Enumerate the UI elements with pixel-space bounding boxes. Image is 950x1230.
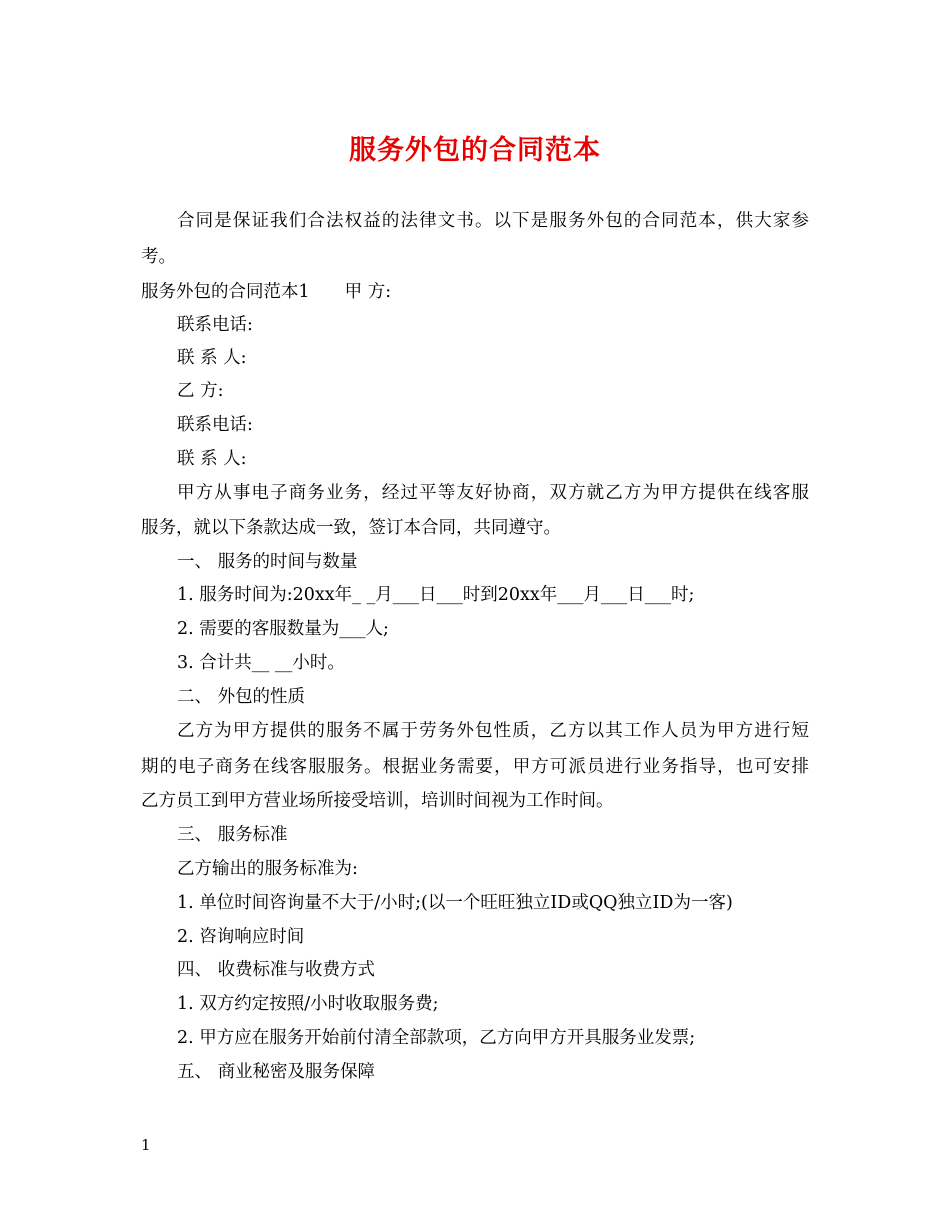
section-heading: 二、 外包的性质 xyxy=(177,687,306,707)
paragraph-line: 期的电子商务在线客服服务。根据业务需要，甲方可派员进行业务指导，也可安排 xyxy=(141,757,809,777)
form-field-label: 联系电话: xyxy=(177,415,253,435)
list-item: 2. 需要的客服数量为___人; xyxy=(177,619,389,639)
list-item: 1. 单位时间咨询量不大于/小时;(以一个旺旺独立ID或QQ独立ID为一客) xyxy=(177,893,733,913)
list-item: 1. 服务时间为:20xx年_ _月___日___时到20xx年___月___日___时; xyxy=(177,585,695,605)
form-field-label: 联 系 人: xyxy=(177,449,247,469)
list-item: 2. 甲方应在服务开始前付清全部款项，乙方向甲方开具服务业发票; xyxy=(177,1028,696,1048)
form-field-label: 乙 方: xyxy=(177,381,224,401)
section-heading: 一、 服务的时间与数量 xyxy=(177,552,358,572)
list-item: 3. 合计共__ __小时。 xyxy=(177,653,345,673)
paragraph-line: 合同是保证我们合法权益的法律文书。以下是服务外包的合同范本，供大家参 xyxy=(177,211,809,231)
document-title: 服务外包的合同范本 xyxy=(349,135,601,166)
section-heading: 五、 商业秘密及服务保障 xyxy=(177,1062,376,1082)
section-heading: 四、 收费标准与收费方式 xyxy=(177,960,376,980)
section-heading: 三、 服务标准 xyxy=(177,825,288,845)
paragraph-line: 甲方从事电子商务业务，经过平等友好协商，双方就乙方为甲方提供在线客服 xyxy=(177,483,809,503)
list-item: 2. 咨询响应时间 xyxy=(177,927,305,947)
paragraph-line: 考。 xyxy=(141,247,176,267)
paragraph-line: 乙方员工到甲方营业场所接受培训，培训时间视为工作时间。 xyxy=(141,791,614,811)
form-field-label: 联 系 人: xyxy=(177,348,247,368)
paragraph-line: 乙方为甲方提供的服务不属于劳务外包性质，乙方以其工作人员为甲方进行短 xyxy=(177,721,809,741)
paragraph-line: 服务，就以下条款达成一致，签订本合同，共同遵守。 xyxy=(141,518,561,538)
list-item: 1. 双方约定按照/小时收取服务费; xyxy=(177,994,439,1014)
form-field-label: 联系电话: xyxy=(177,315,253,335)
paragraph-line: 乙方输出的服务标准为: xyxy=(177,859,358,879)
page-number: 1 xyxy=(141,1136,151,1154)
section-heading: 服务外包的合同范本1 甲 方: xyxy=(141,282,392,302)
